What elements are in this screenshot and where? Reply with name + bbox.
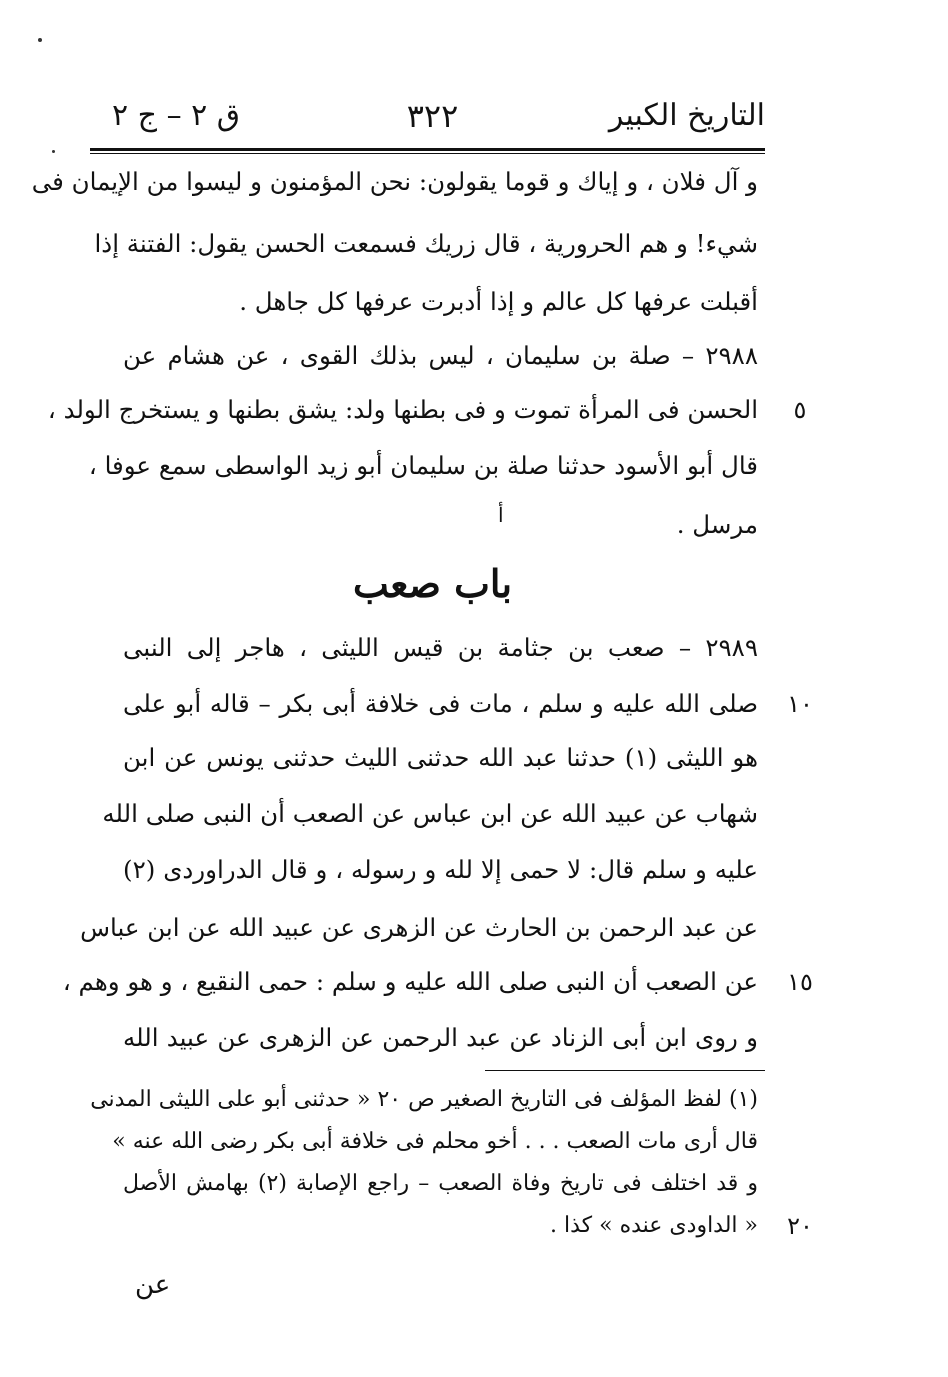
- footnote-rule: [485, 1070, 765, 1071]
- text-line: مرسل .: [676, 510, 758, 539]
- entry-2988-line: ٢٩٨٨ – صلة بن سليمان ، ليس بذلك القوى ، عن هشام عن: [123, 341, 758, 370]
- text-line: عن الصعب أن النبى صلى الله عليه و سلم : حمى النقيع ، و هو وهم ،: [62, 967, 758, 996]
- scan-speck: [52, 150, 55, 153]
- text-line: و روى ابن أبى الزناد عن عبد الرحمن عن الزهرى عن عبيد الله: [123, 1023, 758, 1052]
- volume-reference: ق ٢ – ج ٢: [112, 98, 241, 133]
- text-line: شيء! و هم الحرورية ، قال زريك فسمعت الحسن يقول: الفتنة إذا: [94, 229, 758, 258]
- line-number-15: ١٥: [787, 968, 813, 996]
- entry-2989-line: ٢٩٨٩ – صعب بن جثامة بن قيس الليثى ، هاجر إلى النبى: [123, 633, 758, 662]
- text-line: أقبلت عرفها كل عالم و إذا أدبرت عرفها كل جاهل .: [239, 287, 758, 316]
- header-rule: [90, 148, 765, 151]
- catchword: عن: [135, 1270, 171, 1300]
- scan-speck: [38, 38, 42, 42]
- header-rule-thin: [90, 153, 765, 154]
- line-number-10: ١٠: [787, 690, 813, 718]
- text-line: هو الليثى (١) حدثنا عبد الله حدثنى الليث حدثنى يونس عن ابن: [123, 743, 758, 772]
- footnote-line: و قد اختلف فى تاريخ وفاة الصعب – راجع الإصابة (٢) بهامش الأصل: [123, 1171, 758, 1196]
- footnote-line: قال أرى مات الصعب . . . أخو محلم فى خلافة أبى بكر رضى الله عنه »: [112, 1129, 758, 1154]
- line-number-20: ٢٠: [787, 1212, 813, 1240]
- stray-mark: أ: [498, 503, 504, 527]
- text-line: عليه و سلم قال: لا حمى إلا لله و رسوله ، و قال الدراوردى (٢): [123, 855, 758, 884]
- text-line: صلى الله عليه و سلم ، مات فى خلافة أبى بكر – قاله أبو على: [123, 689, 758, 718]
- section-heading: باب صعب: [352, 561, 513, 606]
- line-number-5: ٥: [793, 396, 807, 424]
- text-line: الحسن فى المرأة تموت و فى بطنها ولد: يشق بطنها و يستخرج الولد ،: [47, 395, 758, 424]
- book-title: التاريخ الكبير: [608, 98, 765, 133]
- text-line: شهاب عن عبيد الله عن ابن عباس عن الصعب أن النبى صلى الله: [102, 799, 758, 828]
- footnote-line: « الداودى عنده » كذا .: [550, 1213, 758, 1238]
- footnote-line: (١) لفظ المؤلف فى التاريخ الصغير ص ٢٠ « حدثنى أبو على الليثى المدنى: [90, 1087, 758, 1112]
- page-number: ٣٢٢: [406, 97, 459, 135]
- running-header: [100, 96, 765, 140]
- text-line: عن عبد الرحمن بن الحارث عن الزهرى عن عبيد الله عن ابن عباس: [80, 913, 758, 942]
- text-line: و آل فلان ، و إياك و قوما يقولون: نحن المؤمنون و ليسوا من الإيمان فى: [31, 167, 758, 196]
- text-line: قال أبو الأسود حدثنا صلة بن سليمان أبو زيد الواسطى سمع عوفا ،: [88, 451, 758, 480]
